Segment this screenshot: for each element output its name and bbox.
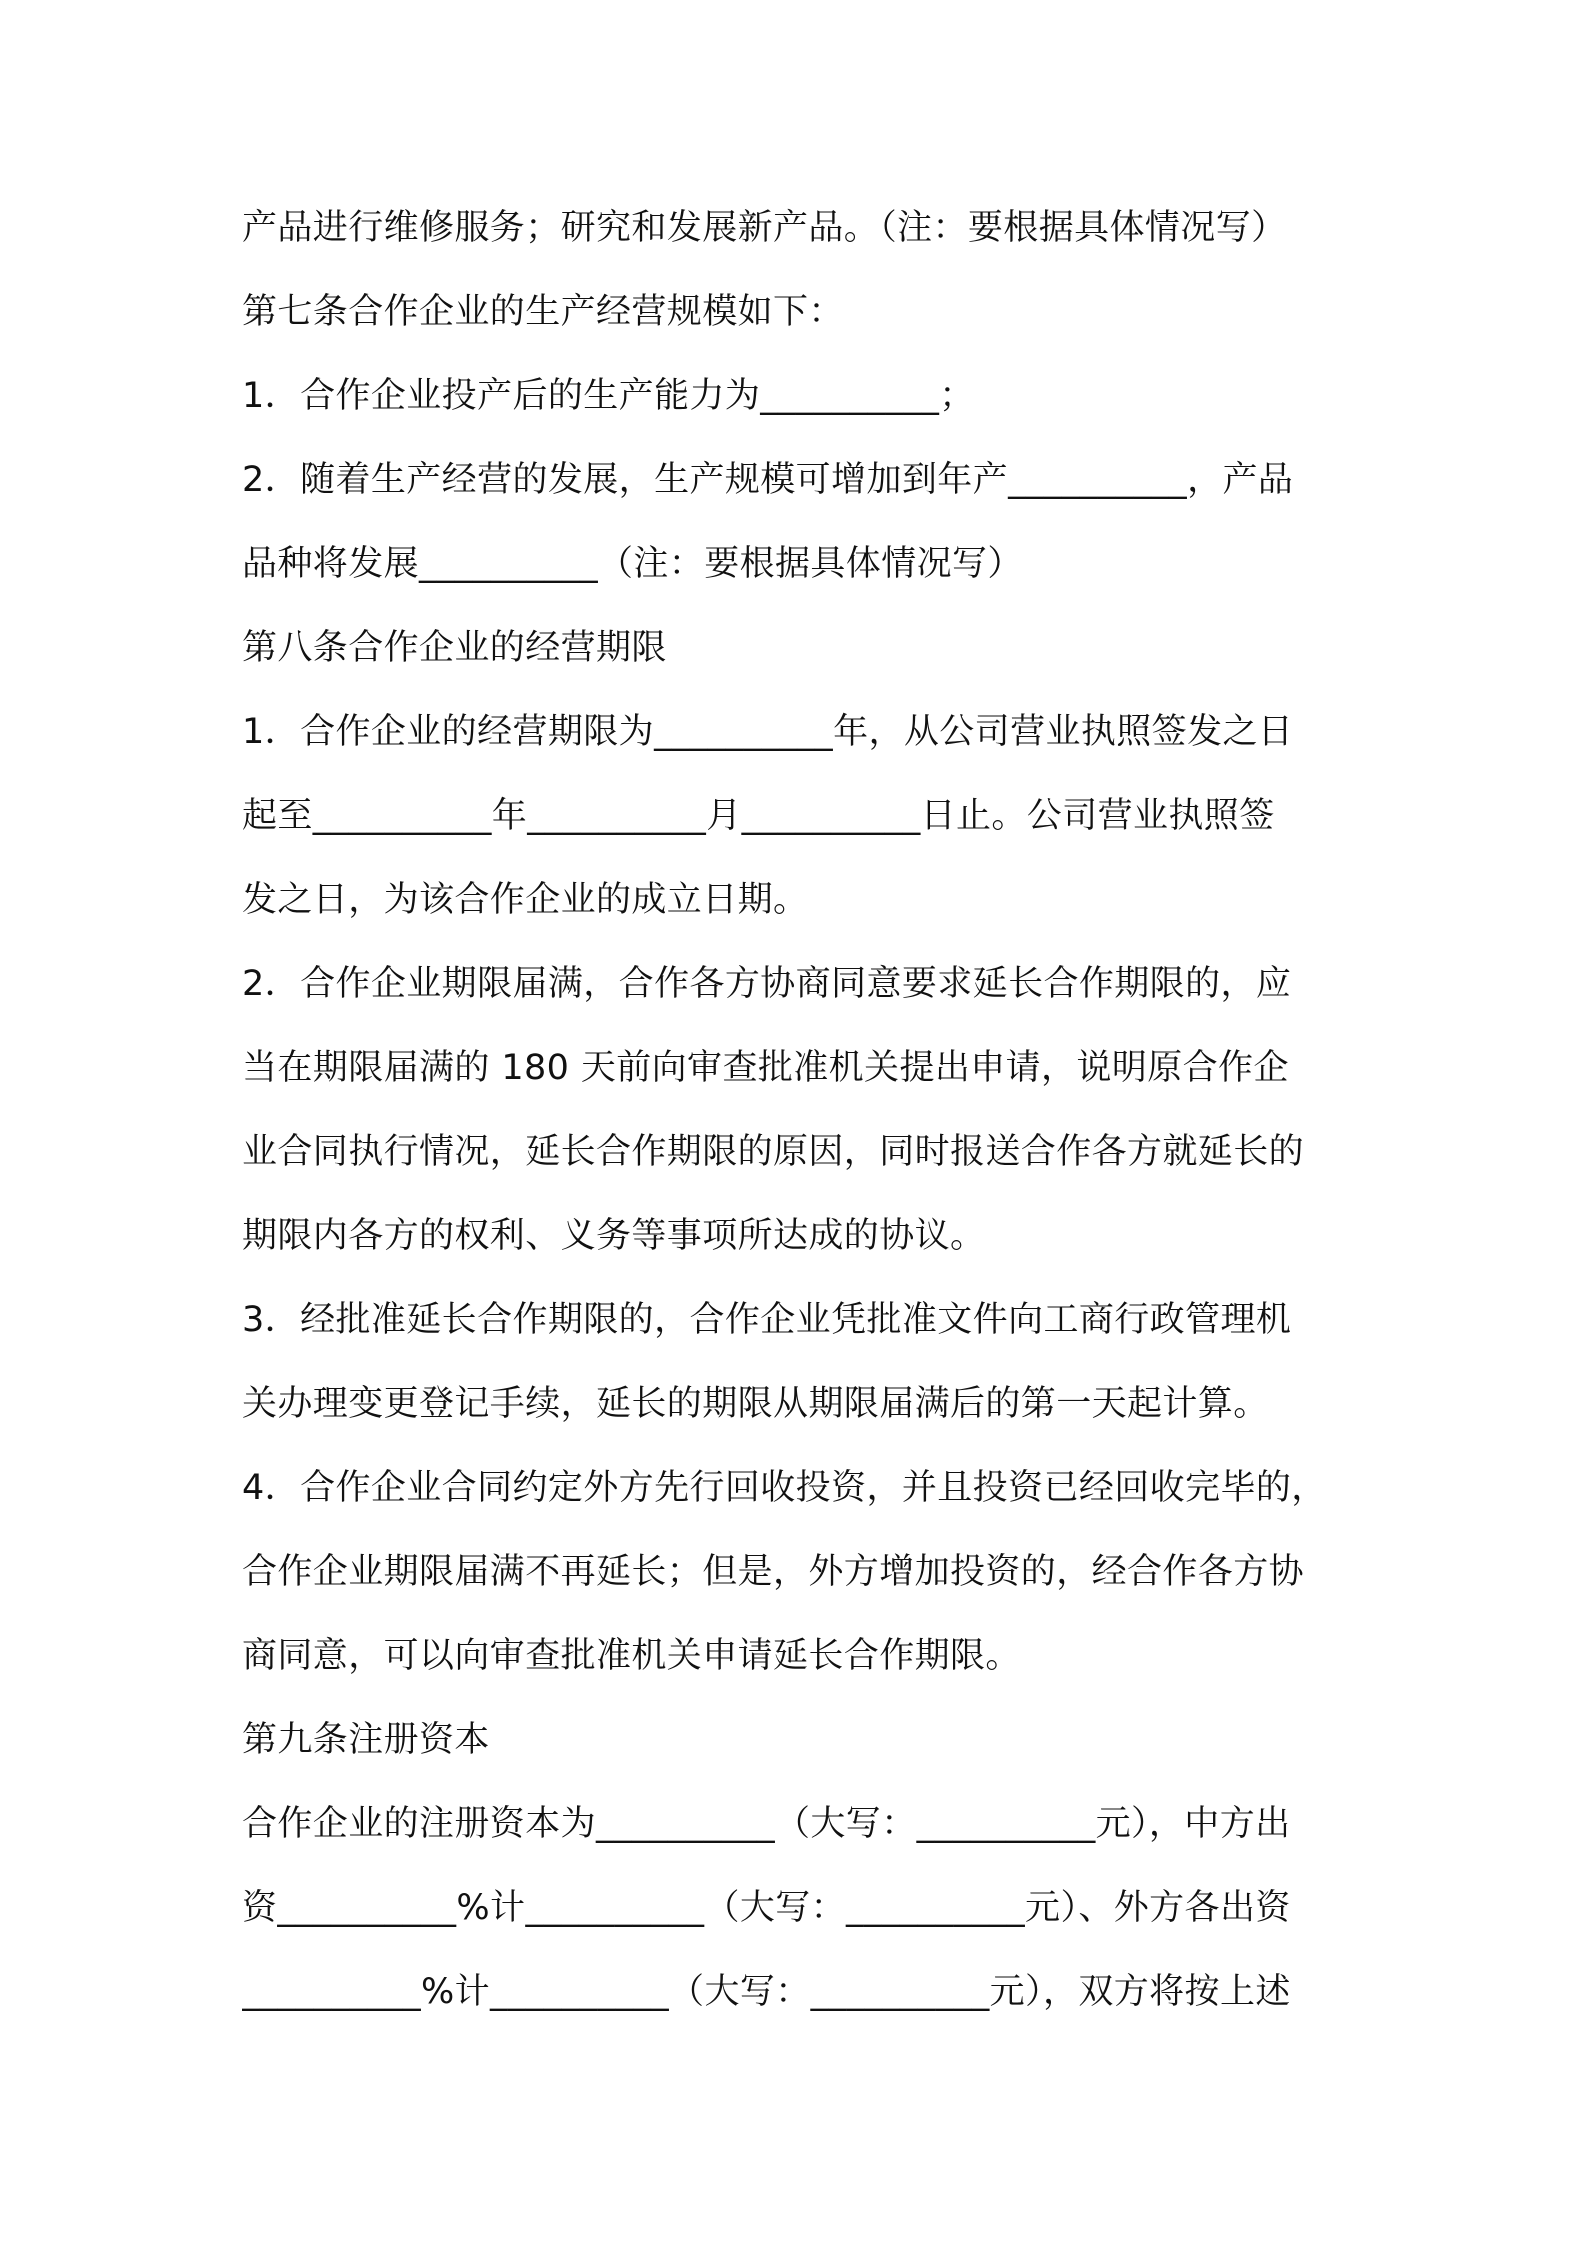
text-line: 合作企业期限届满不再延长；但是，外方增加投资的，经合作各方协 — [242, 1552, 1305, 1592]
text-line: 品种将发展__________（注：要根据具体情况写） — [242, 544, 1023, 584]
text-line: 起至__________年__________月__________日止。公司营业执照签 — [242, 796, 1275, 836]
article-heading: 第七条合作企业的生产经营规模如下： — [242, 292, 844, 332]
text-line: 关办理变更登记手续，延长的期限从期限届满后的第一天起计算。 — [242, 1384, 1269, 1424]
text-line: 发之日，为该合作企业的成立日期。 — [242, 880, 809, 920]
article-heading: 第九条注册资本 — [242, 1720, 490, 1760]
text-line: 业合同执行情况，延长合作期限的原因，同时报送合作各方就延长的 — [242, 1132, 1305, 1172]
text-line: 1．合作企业的经营期限为__________年，从公司营业执照签发之日 — [242, 712, 1294, 752]
text-line: 4．合作企业合同约定外方先行回收投资，并且投资已经回收完毕的， — [242, 1468, 1327, 1508]
text-line: 3．经批准延长合作期限的，合作企业凭批准文件向工商行政管理机 — [242, 1300, 1292, 1340]
text-line: 1．合作企业投产后的生产能力为__________； — [242, 376, 975, 416]
text-line: 商同意，可以向审查批准机关申请延长合作期限。 — [242, 1636, 1021, 1676]
text-line: __________%计__________（大写：__________元），双方将按上述 — [242, 1972, 1291, 2012]
text-line: 资__________%计__________（大写：__________元）、外方各出资 — [242, 1888, 1291, 1928]
text-line: 2．随着生产经营的发展，生产规模可增加到年产__________，产品 — [242, 460, 1294, 500]
article-heading: 第八条合作企业的经营期限 — [242, 628, 667, 668]
text-line: 2．合作企业期限届满，合作各方协商同意要求延长合作期限的，应 — [242, 964, 1292, 1004]
text-line: 期限内各方的权利、义务等事项所达成的协议。 — [242, 1216, 986, 1256]
text-line: 产品进行维修服务；研究和发展新产品。（注：要根据具体情况写） — [242, 208, 1287, 248]
text-line: 合作企业的注册资本为__________（大写：__________元），中方出 — [242, 1804, 1291, 1844]
text-line: 当在期限届满的 180 天前向审查批准机关提出申请，说明原合作企 — [242, 1048, 1289, 1088]
